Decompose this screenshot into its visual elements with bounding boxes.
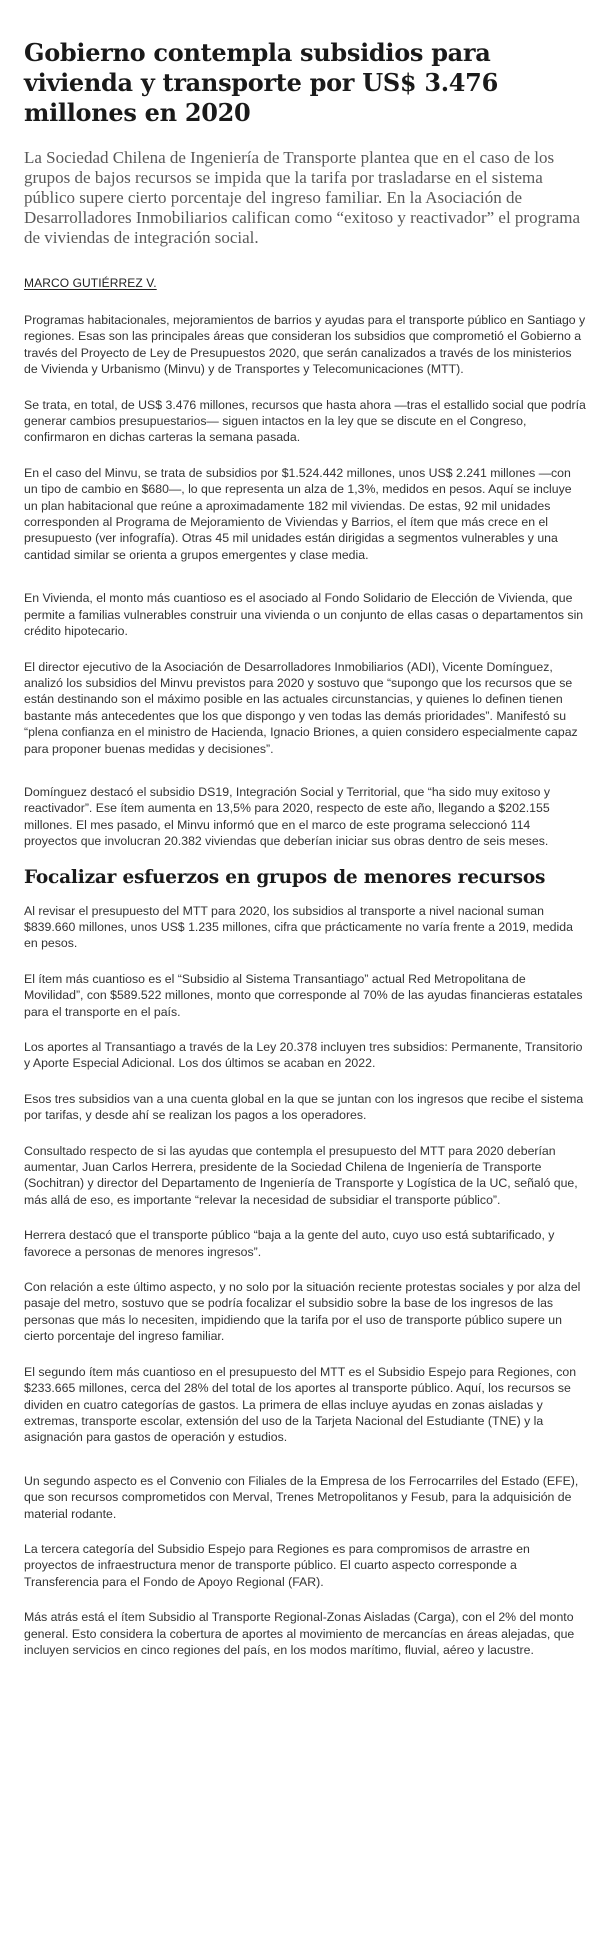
paragraph: El director ejecutivo de la Asociación de Desarrolladores Inmobiliarios (ADI), Vicente Domínguez, analizó los subsidios del Minvu previstos para 2020 y sostuvo que “supongo que los recursos que se están destinando son el máximo posible en las actuales circunstancias, y quienes lo definen tienen bastante más antecedentes que los que dispongo y ven todas las demás prioridades”. Manifestó su “plena confianza en el ministro de Hacienda, Ignacio Briones, a quien considero especialmente capaz para proponer buenas medidas y decisiones”.: [24, 659, 578, 756]
paragraph: En Vivienda, el monto más cuantioso es el asociado al Fondo Solidario de Elección de Vivienda, que permite a familias vulnerables construir una vivienda o un conjunto de ellas casas o departamentos sin crédito hipotecario.: [24, 591, 584, 639]
paragraph: Domínguez destacó el subsidio DS19, Integración Social y Territorial, que “ha sido muy exitoso y reactivador”. Ese ítem aumenta en 13,5% para 2020, respecto de este año, llegando a $202.155 millones. El mes pasado, el Minvu informó que en el marco de este programa seleccionó 114 proyectos que involucran 20.382 viviendas que deberían iniciar sus obras dentro de seis meses.: [24, 784, 551, 849]
article-title: Gobierno contempla subsidios para vivienda y transporte por US$ 3.476 millones en 2020: [24, 38, 498, 127]
paragraph: Los aportes al Transantiago a través de la Ley 20.378 incluyen tres subsidios: Permanente, Transitorio y Aporte Especial Adicional. Los dos últimos se acaban en 2022.: [24, 1040, 583, 1071]
paragraph: Al revisar el presupuesto del MTT para 2020, los subsidios al transporte a nivel nacional suman $839.660 millones, unos US$ 1.235 millones, cifra que prácticamente no varía frente a 2019, medida en pesos.: [24, 903, 573, 951]
paragraph: Herrera destacó que el transporte público “baja a la gente del auto, cuyo uso está subtarificado, y favorece a personas de menores ingresos”.: [24, 1228, 555, 1259]
article-lead: La Sociedad Chilena de Ingeniería de Transporte plantea que en el caso de los grupos de bajos recursos se impida que la tarifa por trasladarse en el sistema público supere cierto porcentaje del ingreso familiar. En la Asociación de Desarrolladores Inmobiliarios califican como “exitoso y reactivador” el programa de viviendas de integración social.: [24, 148, 581, 247]
paragraph: La tercera categoría del Subsidio Espejo para Regiones es para compromisos de arrastre en proyectos de infraestructura menor de transporte público. El cuarto aspecto corresponde a Transferencia para el Fondo de Apoyo Regional (FAR).: [24, 1541, 530, 1589]
paragraph: Consultado respecto de si las ayudas que contempla el presupuesto del MTT para 2020 deberían aumentar, Juan Carlos Herrera, presidente de la Sociedad Chilena de Ingeniería de Transporte (Sochitran) y director del Departamento de Ingeniería de Transporte y Logística de la UC, señaló que, más allá de eso, es importante “relevar la necesidad de subsidiar el transporte público”.: [24, 1143, 578, 1207]
paragraph: Esos tres subsidios van a una cuenta global en la que se juntan con los ingresos que recibe el sistema por tarifas, y desde ahí se realizan los pagos a los operadores.: [24, 1091, 584, 1123]
section-subheading: Focalizar esfuerzos en grupos de menores recursos: [24, 866, 546, 888]
paragraph: El segundo ítem más cuantioso en el presupuesto del MTT es el Subsidio Espejo para Regiones, con $233.665 millones, cerca del 28% del total de los aportes al transporte público. Aquí, los recursos se dividen en cuatro categorías de gastos. La primera de ellas incluye ayudas en zonas aisladas y extremas, transporte escolar, extensión del uso de la Tarjeta Nacional del Estudiante (TNE) y la asignación para gastos de operación y estudios.: [24, 1364, 577, 1445]
article: [24, 0, 586, 1658]
paragraph: Con relación a este último aspecto, y no solo por la situación reciente protestas sociales y por alza del pasaje del metro, sostuvo que se podría focalizar el subsidio sobre la base de los ingresos de las personas que más lo necesiten, impidiendo que la tarifa por el uso de transporte público supere un cierto porcentaje del ingreso familiar.: [24, 1280, 581, 1344]
article-body: [24, 312, 586, 1658]
paragraph: Se trata, en total, de US$ 3.476 millones, recursos que hasta ahora —tras el estallido social que podría generar cambios presupuestarios— siguen intactos en la ley que se discute en el Congreso, confirmaron en dichas carteras la semana pasada.: [24, 397, 586, 445]
paragraph: En el caso del Minvu, se trata de subsidios por $1.524.442 millones, unos US$ 2.241 millones —con un tipo de cambio en $680—, lo que representa un alza de 1,3%, medidos en pesos. Aquí se incluye un plan habitacional que reúne a aproximadamente 182 mil viviendas. De estas, 92 mil unidades corresponden al Programa de Mejoramiento de Viviendas y Barrios, el ítem que más crece en el presupuesto (ver infografía). Otras 45 mil unidades están dirigidas a segmentos vulnerables y una cantidad similar se orienta a grupos emergentes y clase media.: [24, 465, 572, 562]
paragraph: Programas habitacionales, mejoramientos de barrios y ayudas para el transporte público en Santiago y regiones. Esas son las principales áreas que consideran los subsidios que comprometió el Gobierno a través del Proyecto de Ley de Presupuestos 2020, que serán canalizados a través de los ministerios de Vivienda y Urbanismo (Minvu) y de Transportes y Telecomunicaciones (MTT).: [24, 313, 586, 377]
paragraph: Más atrás está el ítem Subsidio al Transporte Regional-Zonas Aisladas (Carga), con el 2% del monto general. Esto considera la cobertura de aportes al movimiento de mercancías en áreas alejadas, que incluyen servicios en cinco regiones del país, en los modos marítimo, fluvial, aéreo y lacustre.: [24, 1610, 575, 1657]
paragraph: Un segundo aspecto es el Convenio con Filiales de la Empresa de los Ferrocarriles del Estado (EFE), que son recursos comprometidos con Merval, Trenes Metropolitanos y Fesub, para la adquisición de material rodante.: [24, 1473, 579, 1521]
paragraph: El ítem más cuantioso es el “Subsidio al Sistema Transantiago” actual Red Metropolitana de Movilidad”, con $589.522 millones, monto que corresponde al 70% de las ayudas financieras estatales para el transporte en el país.: [24, 971, 583, 1019]
author-byline-link[interactable]: MARCO GUTIÉRREZ V.: [24, 276, 157, 290]
